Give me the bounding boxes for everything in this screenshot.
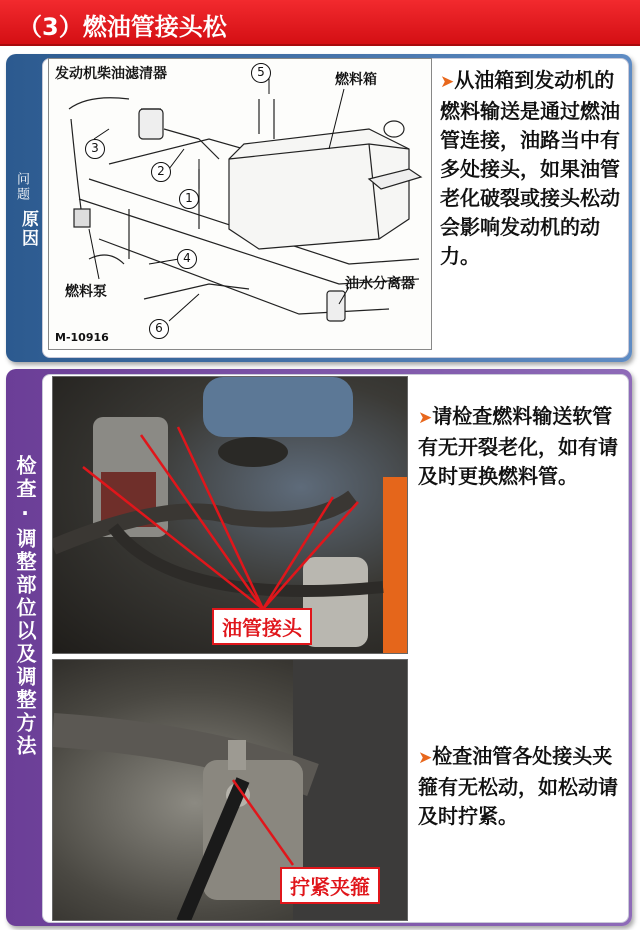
page-title: （3）燃油管接头松 <box>18 13 227 41</box>
callout-2: 2 <box>151 162 171 182</box>
callout-1: 1 <box>179 189 199 209</box>
inspection-description-2-text: 检查油管各处接头夹箍有无松动，如松动请及时拧紧。 <box>418 744 618 828</box>
tighten-clamp-callout: 拧紧夹箍 <box>280 867 380 904</box>
callout-5: 5 <box>251 63 271 83</box>
label-water-separator: 油水分离器 <box>345 276 415 292</box>
hose-joint-callout: 油管接头 <box>212 608 312 645</box>
problem-description <box>440 66 626 271</box>
problem-label-small: 问题 <box>14 172 29 202</box>
callout-3: 3 <box>85 139 105 159</box>
bullet-arrow-icon: ➤ <box>418 748 433 768</box>
problem-label-large: 原因 <box>18 210 38 248</box>
problem-description-text: 从油箱到发动机的燃料输送是通过燃油管连接，油路当中有多处接头，如果油管老化破裂或接头松动会影响发动机的动力。 <box>440 68 620 268</box>
bullet-arrow-icon: ➤ <box>418 408 433 428</box>
inspection-description-2 <box>418 742 618 831</box>
title-bar <box>0 0 640 46</box>
label-diesel-filter: 发动机柴油滤清器 <box>55 66 167 82</box>
label-fuel-pump: 燃料泵 <box>65 284 107 300</box>
inspection-description-1-text: 请检查燃料输送软管有无开裂老化，如有请及时更换燃料管。 <box>418 404 618 488</box>
bullet-arrow-icon: ➤ <box>440 72 455 92</box>
label-fuel-tank: 燃料箱 <box>335 72 377 88</box>
inspection-description-1 <box>418 402 618 491</box>
fuel-system-diagram <box>48 58 432 350</box>
diagram-drawing <box>49 59 432 350</box>
inspection-label: 检查·调整部位以及调整方法 <box>13 455 37 758</box>
diagram-code: M-10916 <box>55 331 109 344</box>
callout-4: 4 <box>177 249 197 269</box>
callout-6: 6 <box>149 319 169 339</box>
